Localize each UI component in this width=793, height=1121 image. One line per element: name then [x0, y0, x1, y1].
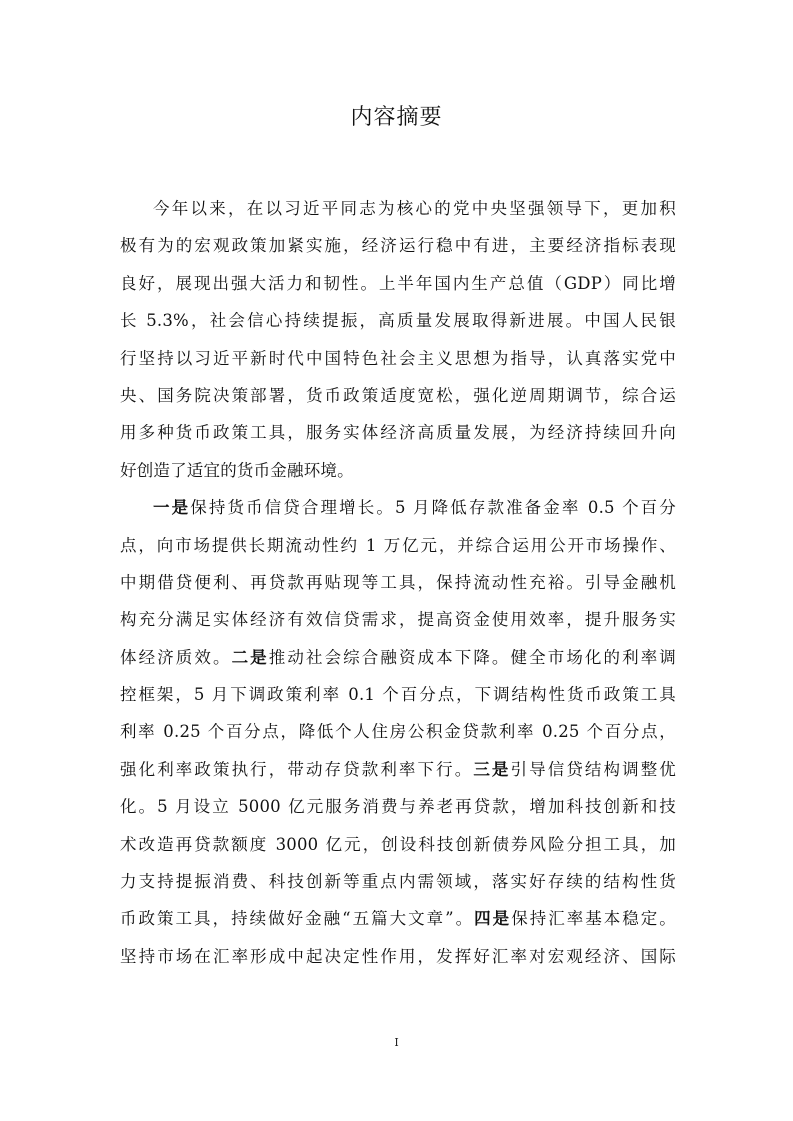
- text-line: 力支持提振消费、科技创新等重点内需领域，落实好存续的结构性货: [120, 872, 676, 892]
- page-number: I: [394, 1036, 399, 1049]
- text-segment: 保持汇率基本稳定。: [511, 909, 676, 929]
- text-line: [120, 751, 676, 788]
- text-line: 央、国务院决策部署，货币政策适度宽松，强化逆周期调节，综合运: [120, 385, 676, 405]
- text-line: [120, 639, 676, 676]
- text-line: 极有为的宏观政策加紧实施，经济运行稳中有进，主要经济指标表现: [120, 236, 676, 256]
- bold-marker: 四是: [474, 909, 512, 929]
- text-line: 化。5 月设立 5000 亿元服务消费与养老再贷款，增加科技创新和技: [120, 797, 676, 817]
- text-segment: 保持货币信贷合理增长。5 月降低存款准备金率 0.5 个百分: [190, 498, 676, 518]
- text-segment: 体经济质效。: [120, 647, 232, 667]
- bold-marker: 三是: [473, 759, 511, 779]
- text-segment: 推动社会综合融资成本下降。健全市场化的利率调: [268, 647, 676, 667]
- bold-marker: 二是: [231, 647, 269, 667]
- text-line: 控框架，5 月下调政策利率 0.1 个百分点，下调结构性货币政策工具: [120, 685, 676, 705]
- text-line: 好创造了适宜的货币金融环境。: [120, 460, 354, 480]
- page-title: 内容摘要: [350, 105, 443, 130]
- text-line: 长 5.3%，社会信心持续提振，高质量发展取得新进展。中国人民银: [120, 311, 676, 331]
- text-line: 中期借贷便利、再贷款再贴现等工具，保持流动性充裕。引导金融机: [120, 572, 676, 592]
- text-line: 用多种货币政策工具，服务实体经济高质量发展，为经济持续回升向: [120, 423, 676, 443]
- text-line: 点，向市场提供长期流动性约 1 万亿元，并综合运用公开市场操作、: [120, 535, 676, 555]
- text-line: 构充分满足实体经济有效信贷需求，提高资金使用效率，提升服务实: [120, 610, 676, 630]
- text-line: 行坚持以习近平新时代中国特色社会主义思想为指导，认真落实党中: [120, 348, 676, 368]
- text-line: 良好，展现出强大活力和韧性。上半年国内生产总值（GDP）同比增: [120, 273, 676, 293]
- text-segment: 强化利率政策执行，带动存贷款利率下行。: [120, 759, 474, 779]
- paragraph-2: [120, 489, 676, 975]
- text-line: 术改造再贷款额度 3000 亿元，创设科技创新债券风险分担工具，加: [120, 834, 676, 854]
- text-line: [120, 900, 676, 937]
- summary-body: [120, 190, 676, 975]
- text-line: 今年以来，在以习近平同志为核心的党中央坚强领导下，更加积: [153, 199, 676, 218]
- text-segment: 引导信贷结构调整优: [510, 759, 676, 779]
- bold-marker: 一是: [153, 498, 191, 518]
- text-line: [120, 489, 676, 526]
- paragraph-1: [120, 190, 676, 489]
- text-line: 利率 0.25 个百分点，降低个人住房公积金贷款利率 0.25 个百分点，: [120, 722, 676, 742]
- text-segment: 币政策工具，持续做好金融“五篇大文章”。: [120, 909, 475, 929]
- text-line: 坚持市场在汇率形成中起决定性作用，发挥好汇率对宏观经济、国际: [120, 946, 676, 966]
